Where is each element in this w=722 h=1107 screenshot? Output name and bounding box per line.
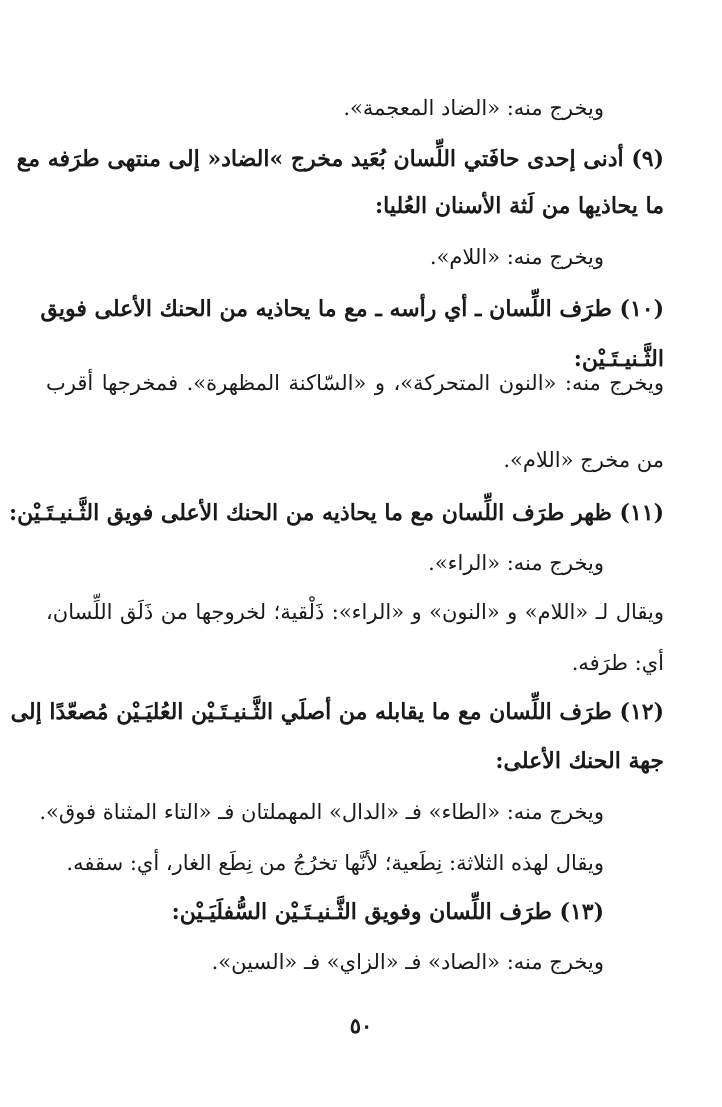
text-line-5: ويخرج منه: «الراء». [428, 551, 604, 575]
heading-line-12b: جهة الحنك الأعلى: [495, 748, 664, 774]
heading-line-13: (١٣) طرَف اللِّسان وفويق الثَّـنيـتَـيْن السُّفلَيَـيْن: [171, 899, 604, 925]
text-line-8: ويخرج منه: «الطاء» فـ «الدال» المهملتان فـ «التاء المثناة فوق». [39, 800, 604, 824]
text-line-3: ويخرج منه: «النون المتحركة»، و «السّاكنة المظهرة». فمخرجها أقرب [46, 371, 664, 395]
text-line-4: من مخرج «اللام». [503, 448, 664, 472]
page-number: ٥٠ [349, 1013, 373, 1038]
text-line-9: ويقال لهذه الثلاثة: نِطَعية؛ لأنَّها تخرُجُ من نِطَع الغار، أي: سقفه. [66, 851, 604, 875]
heading-line-10a: (١٠) طرَف اللِّسان ـ أي رأسه ـ مع ما يحاذيه من الحنك الأعلى فويق [40, 296, 664, 322]
text-line-2: ويخرج منه: «اللام». [429, 245, 604, 269]
text-line-10: ويخرج منه: «الصاد» فـ «الزاي» فـ «السين». [211, 950, 604, 974]
text-line-6: ويقال لـ «اللام» و «النون» و «الراء»: ذَلْقية؛ لخروجها من ذَلَق اللِّسان، [46, 600, 664, 624]
heading-line-12a: (١٢) طرَف اللِّسان مع ما يقابله من أصلَي الثَّـنيـتَـيْن العُليَـيْن مُصعّدًا إلى [10, 699, 664, 725]
text-line-1: ويخرج منه: «الضاد المعجمة». [343, 96, 604, 120]
heading-line-9a: (٩) أدنى إحدى حافَتي اللِّسان بُعَيد مخرج »الضاد« إلى منتهى طرَفه مع [16, 146, 664, 172]
text-line-7: أي: طرَفه. [571, 651, 664, 675]
heading-line-11: (١١) ظهر طرَف اللِّسان مع ما يحاذيه من الحنك الأعلى فويق الثَّـنيـتَـيْن: [9, 500, 664, 526]
heading-line-9b: ما يحاذيها من لَثة الأسنان العُليا: [374, 193, 664, 219]
heading-line-10b: الثَّـنيـتَـيْن: [573, 346, 664, 372]
